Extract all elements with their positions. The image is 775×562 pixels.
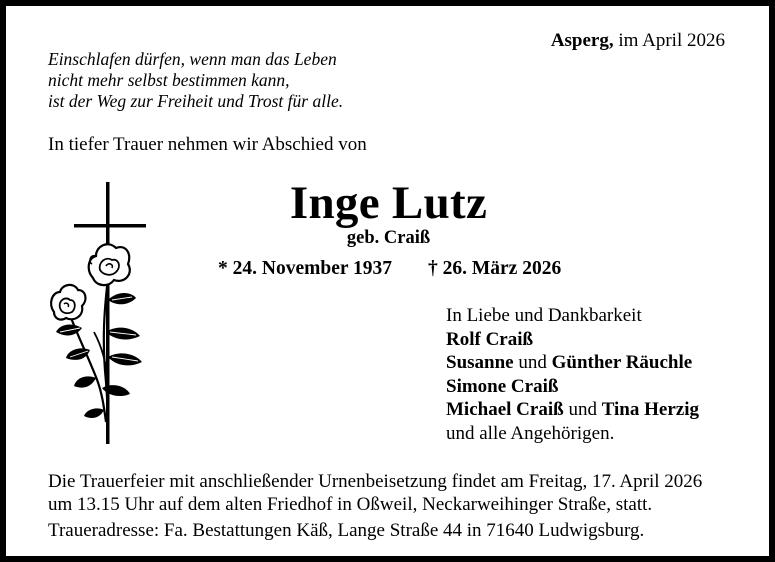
maiden-name: geb. Craiß xyxy=(346,228,431,248)
conjunction: und xyxy=(568,399,597,420)
mourner-name: Simone Craiß xyxy=(446,375,559,397)
conjunction: und xyxy=(518,352,547,373)
ceremony-line: um 13.15 Uhr auf dem alten Friedhof in Oßweil, Neckarweihinger Straße, statt. xyxy=(48,494,653,515)
mourner-line xyxy=(446,328,699,352)
poem-line: Einschlafen dürfen, wenn man das Leben xyxy=(48,49,337,69)
mourner-line xyxy=(446,351,699,375)
notice-date: im April 2026 xyxy=(618,30,725,51)
poem-line: ist der Weg zur Freiheit und Trost für alle. xyxy=(48,91,344,111)
mourners-block xyxy=(446,304,699,445)
mourner-name: Tina Herzig xyxy=(601,399,699,420)
mourner-name: Susanne xyxy=(446,352,514,373)
place-date xyxy=(551,30,725,52)
poem-line: nicht mehr selbst bestimmen kann, xyxy=(48,70,290,90)
mourner-name: Rolf Craiß xyxy=(446,328,534,350)
cross-with-roses-icon xyxy=(46,182,150,444)
condolence-address: Traueradresse: Fa. Bestattungen Käß, Lange Straße 44 in 71640 Ludwigsburg. xyxy=(48,520,645,541)
intro-text: In tiefer Trauer nehmen wir Abschied von xyxy=(48,134,367,155)
poem xyxy=(48,49,343,112)
death-date: † 26. März 2026 xyxy=(428,258,562,279)
mourners-intro: In Liebe und Dankbarkeit xyxy=(446,305,642,326)
ceremony-line: Die Trauerfeier mit anschließender Urnenbeisetzung findet am Freitag, 17. April 2026 xyxy=(48,471,703,492)
mourners-closing: und alle Angehörigen. xyxy=(446,422,615,444)
birth-date: * 24. November 1937 xyxy=(218,258,393,279)
deceased-name: Inge Lutz xyxy=(289,177,488,229)
mourner-name: Michael Craiß xyxy=(446,399,564,420)
mourner-line xyxy=(446,398,699,422)
ceremony-info xyxy=(48,470,702,516)
place: Asperg, xyxy=(550,30,614,51)
mourner-name: Günther Räuchle xyxy=(551,352,693,373)
mourner-line xyxy=(446,375,699,399)
